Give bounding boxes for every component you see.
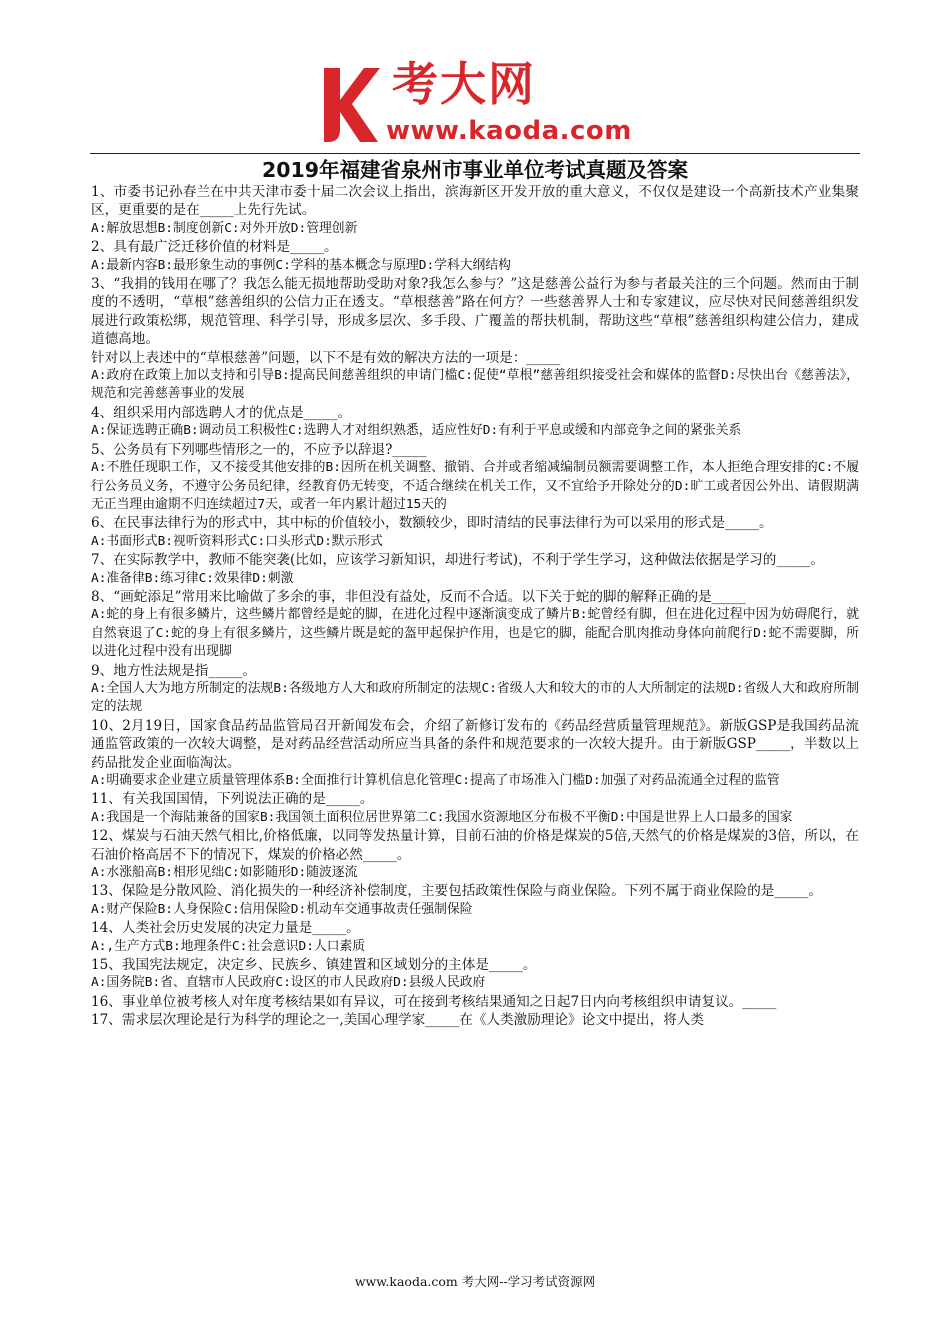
kaoda-logo	[320, 58, 650, 153]
question-text: 10、2月19日，国家食品药品监管局召开新闻发布会，介绍了新修订发布的《药品经营质量管理规范》。新版GSP是我国药品流通监管政策的一次较大调整，是对药品经营活动所应当具备的条件和规范要求的一次较大提升。由于新版GSP_____，半数以上药品批发企业面临淘汰。	[91, 717, 859, 771]
answer-options: A:最新内容B:最形象生动的事例C:学科的基本概念与原理D:学科大纲结构	[91, 257, 511, 273]
question-text: 6、在民事法律行为的形式中，其中标的价值较小，数额较少，即时清结的民事法律行为可以采用的形式是_____。	[91, 515, 773, 532]
question-text: 14、人类社会历史发展的决定力量是_____。	[91, 920, 360, 937]
question-text: 13、保险是分散风险、消化损失的一种经济补偿制度，主要包括政策性保险与商业保险。下列不属于商业保险的是_____。	[91, 883, 822, 900]
question-text: 16、事业单位被考核人对年度考核结果如有异议，可在接到考核结果通知之日起7日内向考核组织申请复议。_____	[91, 993, 777, 1010]
answer-options: A:保证选聘正确B:调动员工积极性C:选聘人才对组织熟悉，适应性好D:有利于平息或缓和内部竞争之间的紧张关系	[91, 423, 742, 439]
answer-options: A:国务院B:省、直辖市人民政府C:设区的市人民政府D:县级人民政府	[91, 975, 486, 991]
answer-options: A:我国是一个海陆兼备的国家B:我国领土面积位居世界第二C:我国水资源地区分布极不平衡D:中国是世界上人口最多的国家	[91, 809, 793, 825]
question-text: 5、公务员有下列哪些情形之一的，不应予以辞退?_____	[91, 441, 427, 458]
question-text: 7、在实际教学中，教师不能突袭(比如，应该学习新知识，却进行考试)，不利于学生学习，这种做法依据是学习的_____。	[91, 552, 824, 569]
question-text: 15、我国宪法规定，决定乡、民族乡、镇建置和区域划分的主体是_____。	[91, 957, 537, 974]
answer-options: A:财产保险B:人身保险C:信用保险D:机动车交通事故责任强制保险	[91, 901, 473, 917]
question-text: 1、市委书记孙春兰在中共天津市委十届二次会议上指出，滨海新区开发开放的重大意义，不仅仅是建设一个高新技术产业集聚区，更重要的是在_____上先行先试。	[91, 184, 859, 219]
logo-brand: 考大网	[392, 57, 536, 111]
question-text: 针对以上表述中的“草根慈善”问题，以下不是有效的解决方法的一项是：_____	[91, 349, 561, 366]
answer-options: A:,生产方式B:地理条件C:社会意识D:人口素质	[91, 938, 366, 954]
question-text: 2、具有最广泛迁移价值的材料是_____。	[91, 239, 338, 256]
document-body	[91, 183, 859, 1030]
answer-options: A:解放思想B:制度创新C:对外开放D:管理创新	[91, 220, 358, 236]
answer-options: A:明确要求企业建立质量管理体系B:全面推行计算机信息化管理C:提高了市场准入门槛D:加强了对药品流通全过程的监管	[91, 773, 780, 788]
answer-options: A:水涨船高B:相形见绌C:如影随形D:随波逐流	[91, 865, 358, 881]
header-divider	[90, 153, 860, 154]
answer-options: A:不胜任现职工作，又不接受其他安排的B:因所在机关调整、撤销、合并或者缩减编制员额需要调整工作，本人拒绝合理安排的C:不履行公务员义务，不遵守公务员纪律，经教育仍无转变，不适合继续在机关工作，又不宜给予开除处分的D:旷工或者因公外出、请假期满无正当理由逾期不归连续超过7天，或者一年内累计超过15天的	[91, 460, 859, 512]
answer-options: A:书面形式B:视听资料形式C:口头形式D:默示形式	[91, 533, 383, 549]
answer-options: A:蛇的身上有很多鳞片，这些鳞片都曾经是蛇的脚，在进化过程中逐渐演变成了鳞片B:蛇曾经有脚，但在进化过程中因为妨碍爬行，就自然衰退了C:蛇的身上有很多鳞片，这些鳞片既是蛇的盔甲起保护作用，也是它的脚，能配合肌肉推动身体向前爬行D:蛇不需要脚，所以进化过程中没有出现脚	[91, 607, 859, 660]
answer-options: A:政府在政策上加以支持和引导B:提高民间慈善组织的申请门槛C:促使“草根”慈善组织接受社会和媒体的监督D:尽快出台《慈善法》，规范和完善慈善事业的发展	[91, 368, 859, 402]
footer-text: www.kaoda.com 考大网--学习考试资源网	[354, 1274, 596, 1289]
page-title: 2019年福建省泉州市事业单位考试真题及答案	[261, 158, 689, 182]
answer-options: A:全国人大为地方所制定的法规B:各级地方人大和政府所制定的法规C:省级人大和较大的市的人大所制定的法规D:省级人大和政府所制定的法规	[91, 680, 859, 715]
question-text: 12、煤炭与石油天然气相比,价格低廉，以同等发热量计算，目前石油的价格是煤炭的5倍,天然气的价格是煤炭的3倍，所以，在石油价格高居不下的情况下，煤炭的价格必然_____。	[91, 828, 859, 863]
question-text: 11、有关我国国情，下列说法正确的是_____。	[91, 791, 374, 808]
question-text: 4、组织采用内部选聘人才的优点是_____。	[91, 404, 352, 421]
k-logo-icon	[320, 64, 380, 144]
logo-url: www.kaoda.com	[386, 116, 632, 146]
question-text: 17、需求层次理论是行为科学的理论之一,美国心理学家_____在《人类激励理论》论文中提出，将人类	[91, 1012, 704, 1029]
answer-options: A:准备律B:练习律C:效果律D:刺激	[91, 570, 294, 586]
question-text: 8、“画蛇添足”常用来比喻做了多余的事，非但没有益处，反而不合适。以下关于蛇的脚的解释正确的是_____	[91, 588, 746, 605]
question-text: 9、地方性法规是指_____。	[91, 662, 256, 679]
question-text: 3、“我捐的钱用在哪了？我怎么能无损地帮助受助对象?我怎么参与？”这是慈善公益行为参与者最关注的三个问题。然而由于制度的不透明，“草根”慈善组织的公信力正在透支。“草根慈善”路在何方？一些慈善界人士和专家建议，应尽快对民间慈善组织发展进行政策松绑，规范管理、科学引导，形成多层次、多手段、广覆盖的帮扶机制，帮助这些“草根”慈善组织构建公信力，建成道德高地。	[91, 276, 859, 348]
